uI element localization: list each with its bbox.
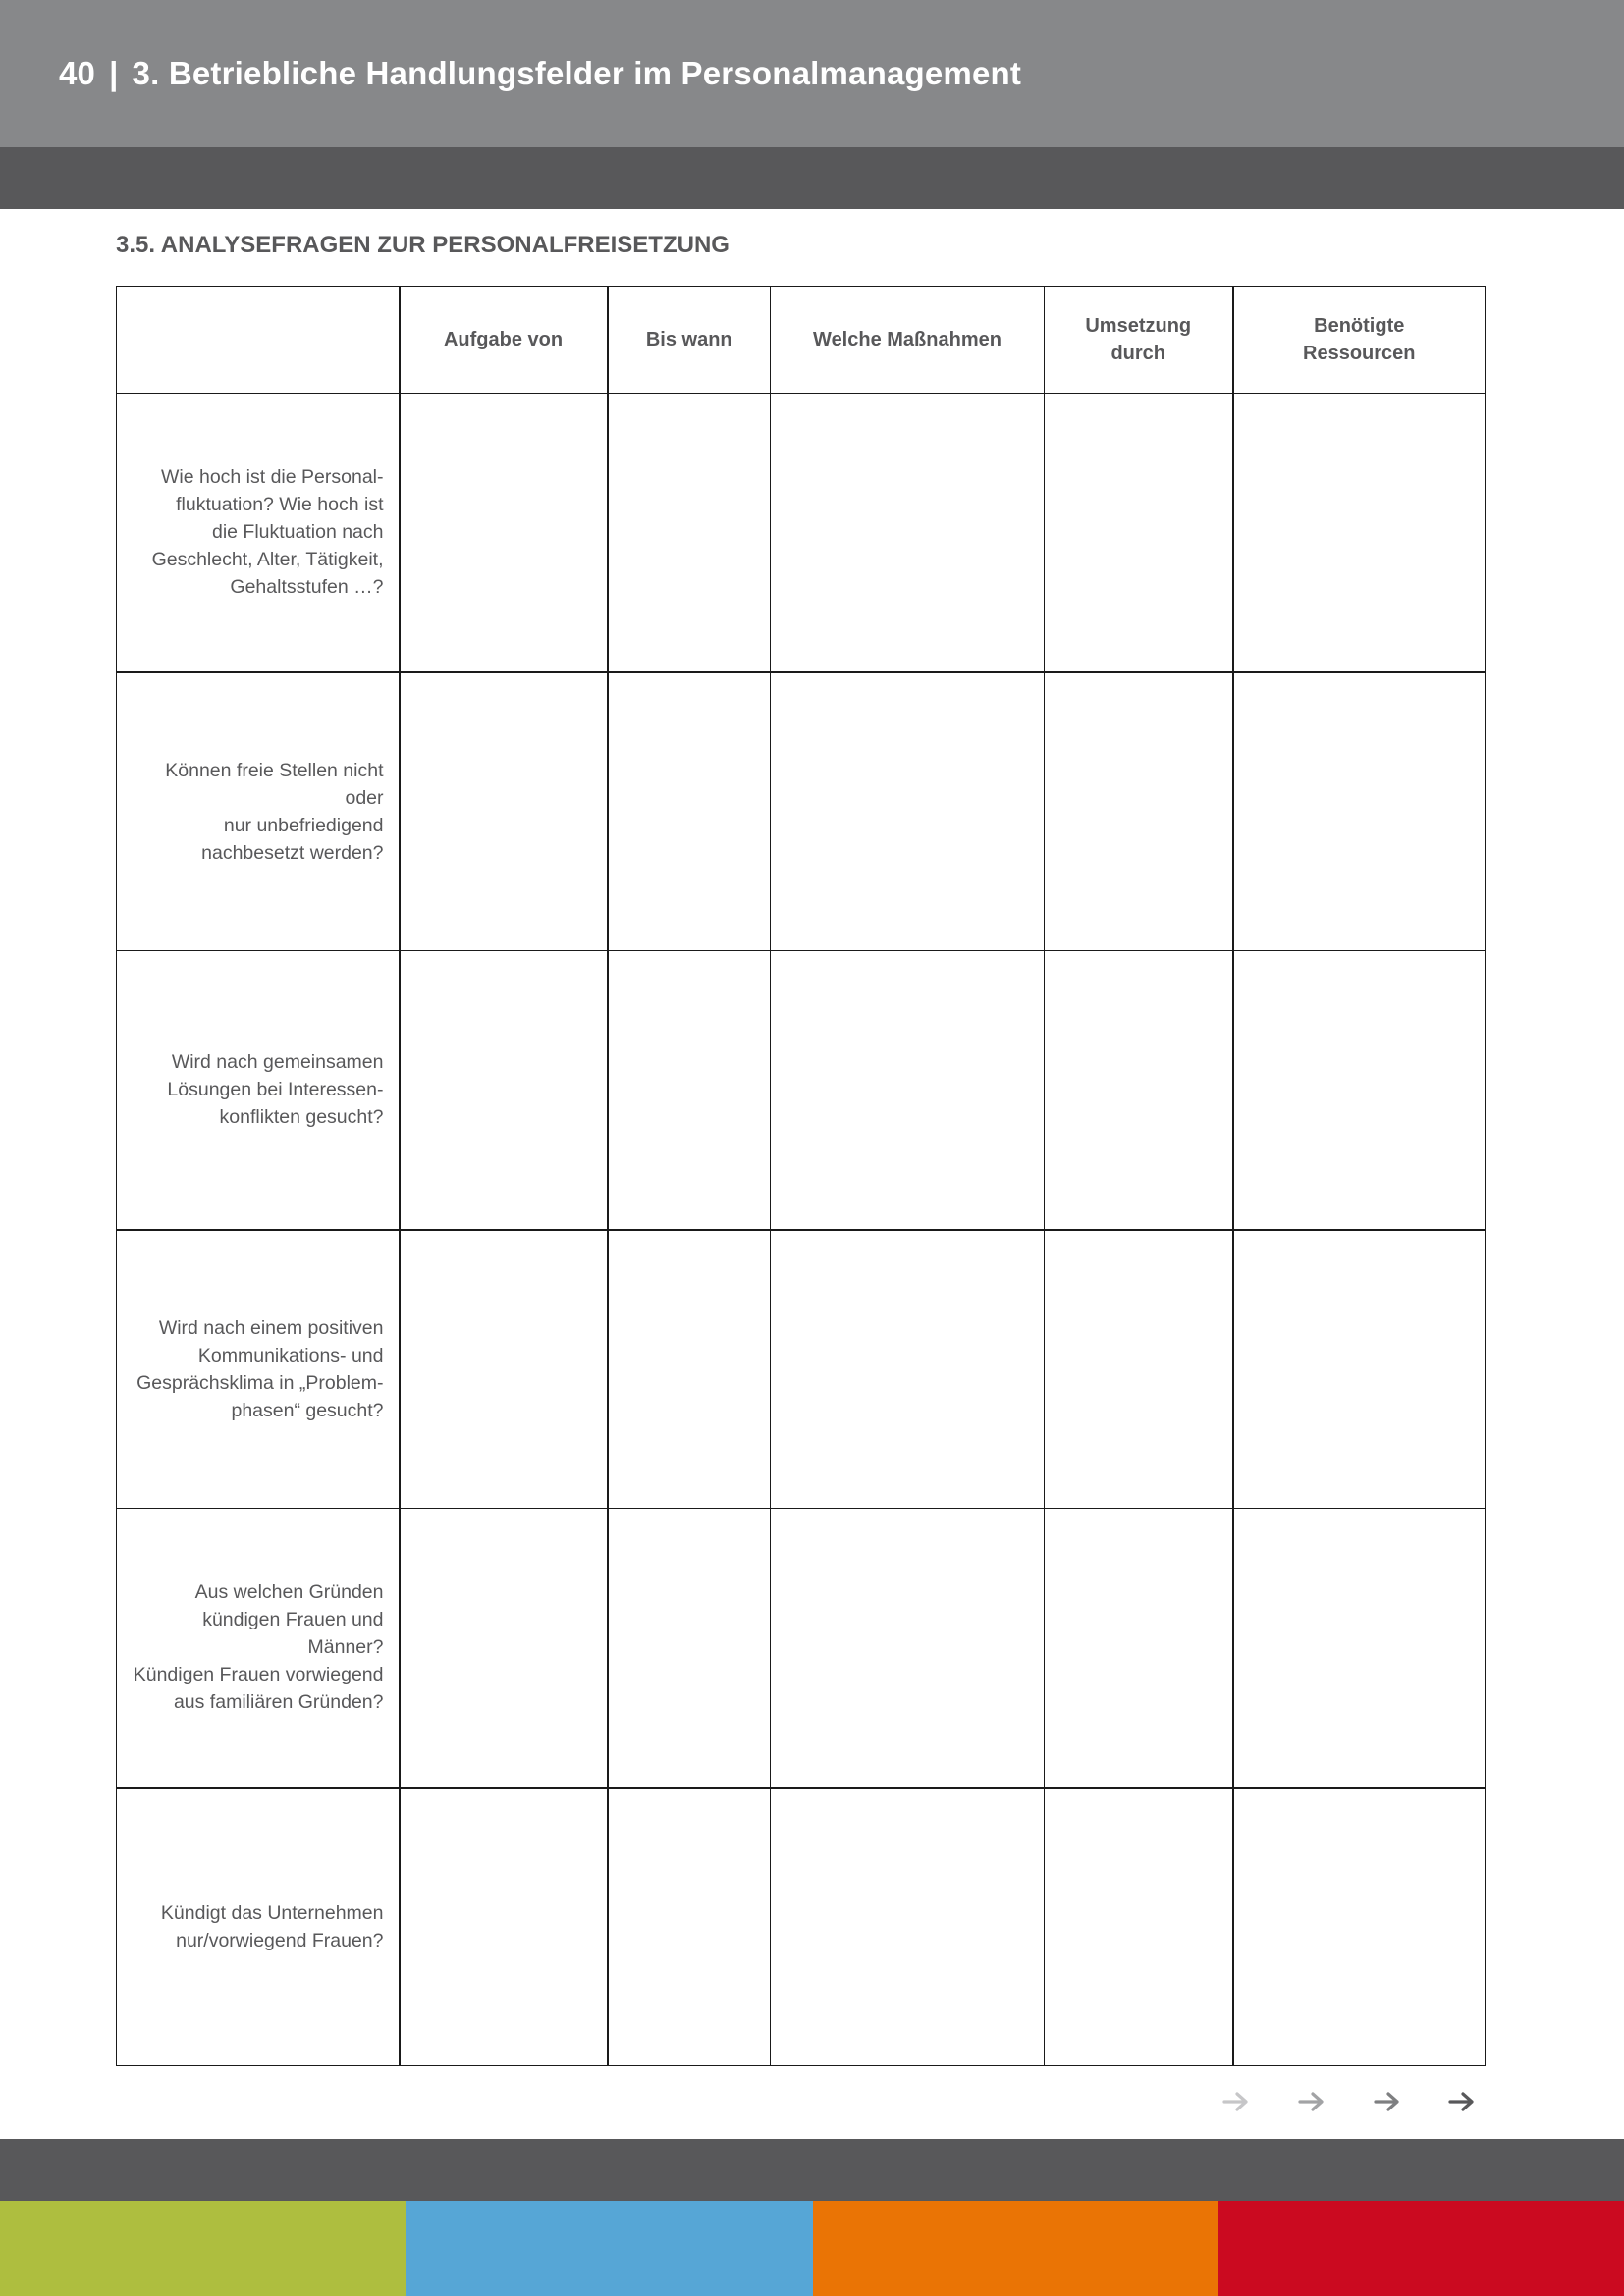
section-title: 3.5. ANALYSEFRAGEN ZUR PERSONALFREISETZUNG	[116, 232, 730, 258]
header-band	[0, 147, 1624, 209]
page-number: 40	[59, 55, 96, 91]
answer-cell[interactable]	[400, 1788, 608, 2066]
arrow-right-icon[interactable]	[1445, 2085, 1479, 2118]
table-header-row	[117, 287, 1486, 394]
question-cell: Wird nach gemeinsamen Lösungen bei Interessen- konflikten gesucht?	[117, 951, 400, 1230]
answer-cell[interactable]	[1233, 672, 1486, 951]
table-row	[117, 951, 1486, 1230]
header-cell-empty	[117, 287, 400, 394]
column-label: Umsetzung durch	[1085, 315, 1192, 364]
answer-cell[interactable]	[1045, 1230, 1233, 1509]
table-row	[117, 394, 1486, 672]
analysis-table	[116, 286, 1486, 2066]
column-header-massnahmen	[771, 287, 1045, 394]
column-header-aufgabe-von	[400, 287, 608, 394]
column-label: Welche Maßnahmen	[813, 329, 1001, 350]
question-cell: Wird nach einem positiven Kommunikations- und Gesprächsklima in „Problem- phasen“ gesucht?	[117, 1230, 400, 1509]
answer-cell[interactable]	[1045, 1509, 1233, 1788]
column-header-bis-wann	[608, 287, 771, 394]
answer-cell[interactable]	[1233, 1788, 1486, 2066]
answer-cell[interactable]	[1045, 394, 1233, 672]
chapter-title: 3. Betriebliche Handlungsfelder im Personalmanagement	[132, 55, 1022, 91]
answer-cell[interactable]	[400, 1509, 608, 1788]
header-bar	[0, 0, 1624, 147]
question-cell: Können freie Stellen nicht oder nur unbefriedigend nachbesetzt werden?	[117, 672, 400, 951]
table-row	[117, 1230, 1486, 1509]
answer-cell[interactable]	[771, 1788, 1045, 2066]
answer-cell[interactable]	[771, 1230, 1045, 1509]
answer-cell[interactable]	[608, 394, 771, 672]
answer-cell[interactable]	[1233, 951, 1486, 1230]
answer-cell[interactable]	[608, 1509, 771, 1788]
answer-cell[interactable]	[400, 672, 608, 951]
table-row	[117, 672, 1486, 951]
footer-stripe-orange	[813, 2201, 1218, 2296]
answer-cell[interactable]	[1233, 1509, 1486, 1788]
answer-cell[interactable]	[608, 951, 771, 1230]
answer-cell[interactable]	[771, 951, 1045, 1230]
answer-cell[interactable]	[1233, 1230, 1486, 1509]
table-row	[117, 1509, 1486, 1788]
answer-cell[interactable]	[1045, 1788, 1233, 2066]
column-label: Aufgabe von	[443, 329, 564, 350]
answer-cell[interactable]	[608, 1788, 771, 2066]
answer-cell[interactable]	[400, 1230, 608, 1509]
arrow-right-icon[interactable]	[1295, 2085, 1328, 2118]
footer-stripe-red	[1218, 2201, 1624, 2296]
column-header-umsetzung	[1045, 287, 1233, 394]
question-cell: Aus welchen Gründen kündigen Frauen und Männer? Kündigen Frauen vorwiegend aus familiären Gründen?	[117, 1509, 400, 1788]
answer-cell[interactable]	[1233, 394, 1486, 672]
answer-cell[interactable]	[771, 1509, 1045, 1788]
answer-cell[interactable]	[608, 672, 771, 951]
answer-cell[interactable]	[400, 394, 608, 672]
answer-cell[interactable]	[400, 951, 608, 1230]
arrow-right-icon[interactable]	[1219, 2085, 1253, 2118]
answer-cell[interactable]	[1045, 951, 1233, 1230]
navigation-arrows	[1219, 2085, 1494, 2118]
footer-band	[0, 2139, 1624, 2201]
header-separator: |	[109, 55, 119, 91]
answer-cell[interactable]	[771, 672, 1045, 951]
table-row	[117, 1788, 1486, 2066]
footer-stripe-green	[0, 2201, 406, 2296]
footer-stripe-blue	[406, 2201, 813, 2296]
column-label: Benötigte Ressourcen	[1303, 315, 1416, 364]
column-header-ressourcen	[1233, 287, 1486, 394]
question-cell: Wie hoch ist die Personal- fluktuation? Wie hoch ist die Fluktuation nach Geschlecht, Alter, Tätigkeit, Gehaltsstufen …?	[117, 394, 400, 672]
answer-cell[interactable]	[771, 394, 1045, 672]
question-cell: Kündigt das Unternehmen nur/vorwiegend Frauen?	[117, 1788, 400, 2066]
answer-cell[interactable]	[608, 1230, 771, 1509]
page-header-title	[59, 55, 1021, 92]
column-label: Bis wann	[645, 329, 732, 350]
arrow-right-icon[interactable]	[1371, 2085, 1404, 2118]
answer-cell[interactable]	[1045, 672, 1233, 951]
